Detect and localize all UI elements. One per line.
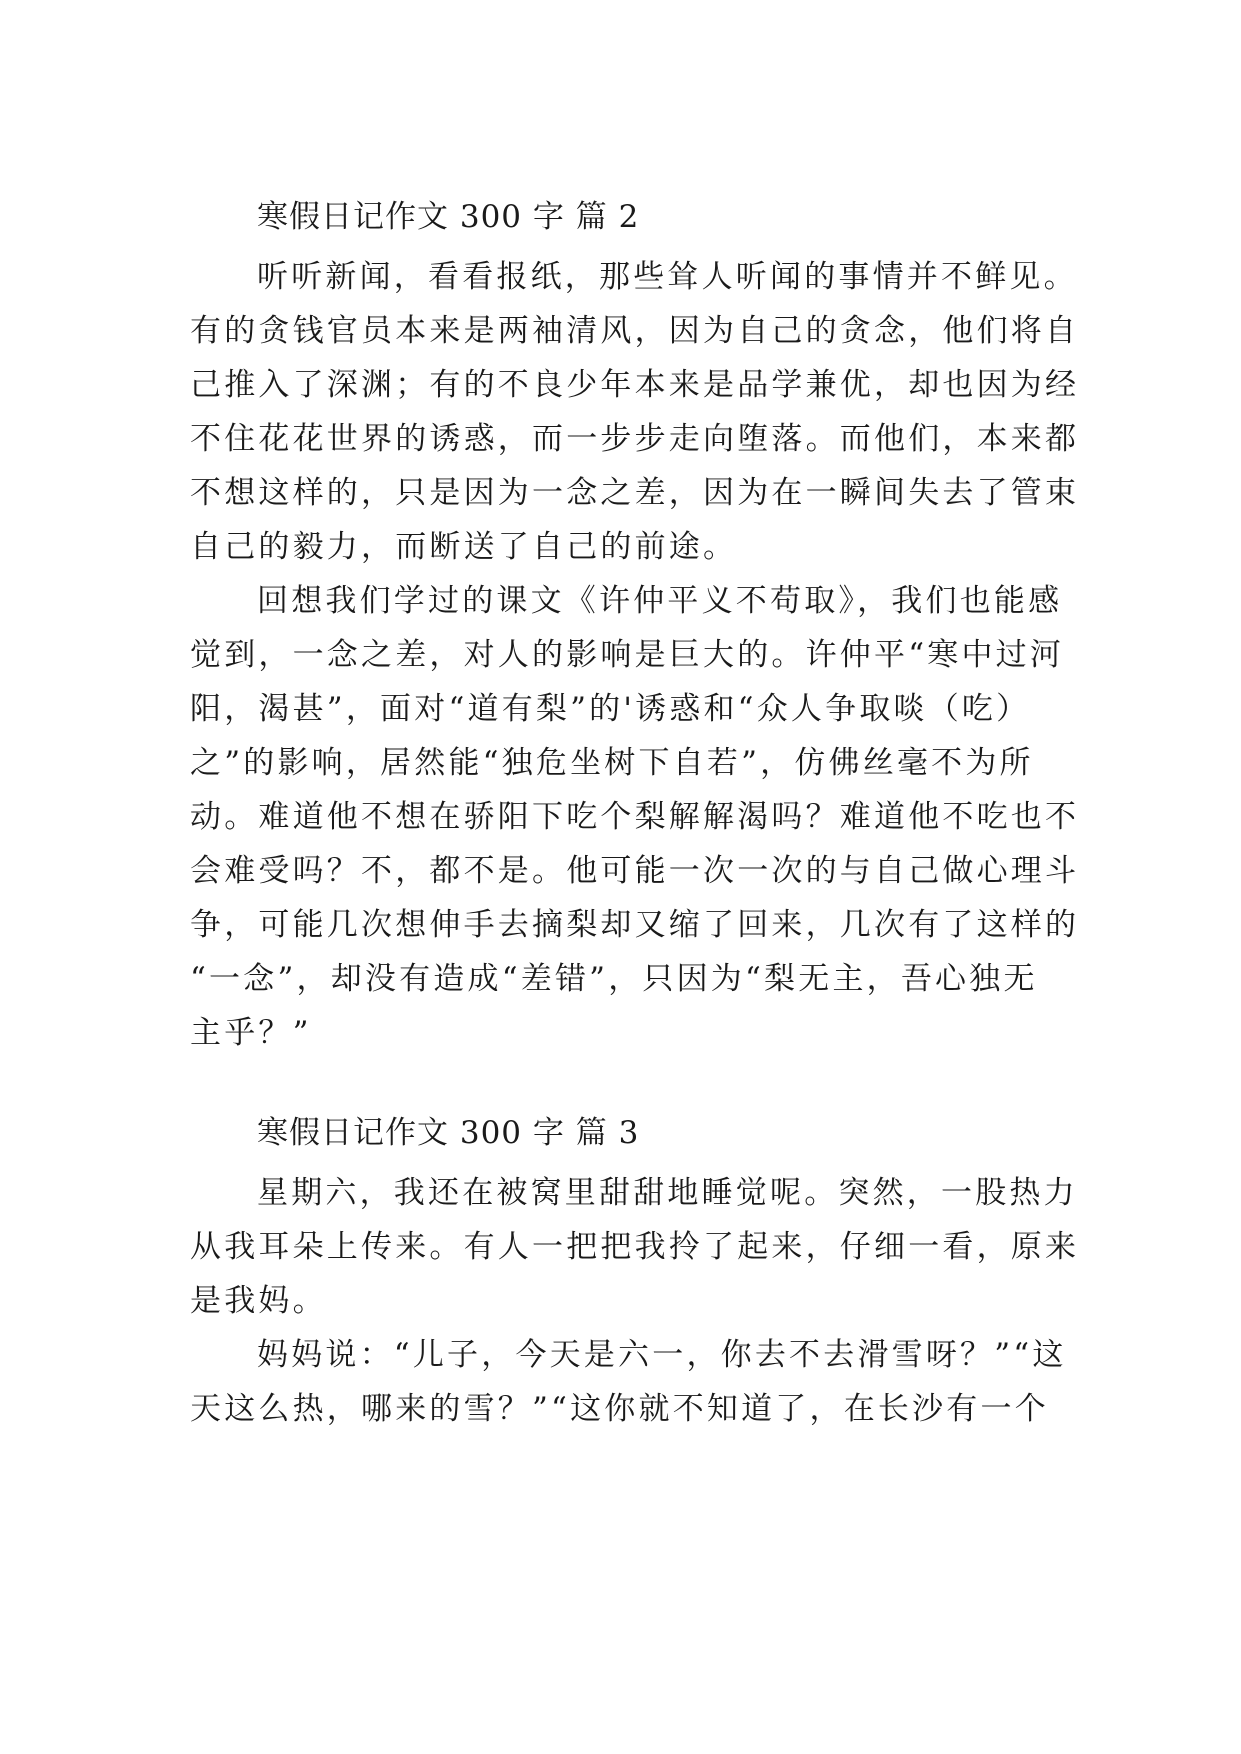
section-2-para-2-line: “一念”，却没有造成“差错”，只因为“梨无主，吾心独无 [190, 961, 1038, 997]
section-2-para-1-line: 己推入了深渊；有的不良少年本来是品学兼优，却也因为经 [190, 367, 1080, 403]
section-2-para-1-line: 不住花花世界的诱惑，而一步步走向堕落。而他们，本来都 [190, 421, 1080, 457]
section-2-para-2-line: 阳，渴甚”，面对“道有梨”的'诱惑和“众人争取啖（吃） [190, 691, 1031, 727]
section-2-heading: 寒假日记作文 300 字 篇 2 [257, 199, 640, 235]
section-3-para-2-line: 天这么热，哪来的雪？”“这你就不知道了，在长沙有一个 [190, 1391, 1049, 1427]
section-2-para-1-line: 自己的毅力，而断送了自己的前途。 [190, 529, 738, 565]
section-2-para-2-line: 会难受吗？不，都不是。他可能一次一次的与自己做心理斗 [190, 853, 1080, 889]
section-3-para-1-line: 星期六，我还在被窝里甜甜地睡觉呢。突然，一股热力 [257, 1175, 1078, 1211]
section-2-para-1-line: 有的贪钱官员本来是两袖清风，因为自己的贪念，他们将自 [190, 313, 1080, 349]
section-2-para-2-line: 主乎？” [190, 1015, 312, 1051]
section-3-para-1-line: 从我耳朵上传来。有人一把把我拎了起来，仔细一看，原来 [190, 1229, 1080, 1265]
section-2-para-1-line: 听听新闻，看看报纸，那些耸人听闻的事情并不鲜见。 [257, 259, 1078, 295]
section-2-para-2-line: 回想我们学过的课文《许仲平义不苟取》，我们也能感 [257, 583, 1063, 619]
section-3-para-2-line: 妈妈说：“儿子，今天是六一，你去不去滑雪呀？”“这 [257, 1337, 1067, 1373]
section-2-para-2-line: 之”的影响，居然能“独危坐树下自若”，仿佛丝毫不为所 [190, 745, 1034, 781]
section-2-para-1-line: 不想这样的，只是因为一念之差，因为在一瞬间失去了管束 [190, 475, 1080, 511]
section-2-para-2-line: 动。难道他不想在骄阳下吃个梨解解渴吗？难道他不吃也不 [190, 799, 1080, 835]
section-3-para-1-line: 是我妈。 [190, 1283, 327, 1319]
section-2-para-2-line: 争，可能几次想伸手去摘梨却又缩了回来，几次有了这样的 [190, 907, 1080, 943]
section-2-para-2-line: 觉到，一念之差，对人的影响是巨大的。许仲平“寒中过河 [190, 637, 1065, 673]
section-3-heading: 寒假日记作文 300 字 篇 3 [257, 1115, 640, 1151]
